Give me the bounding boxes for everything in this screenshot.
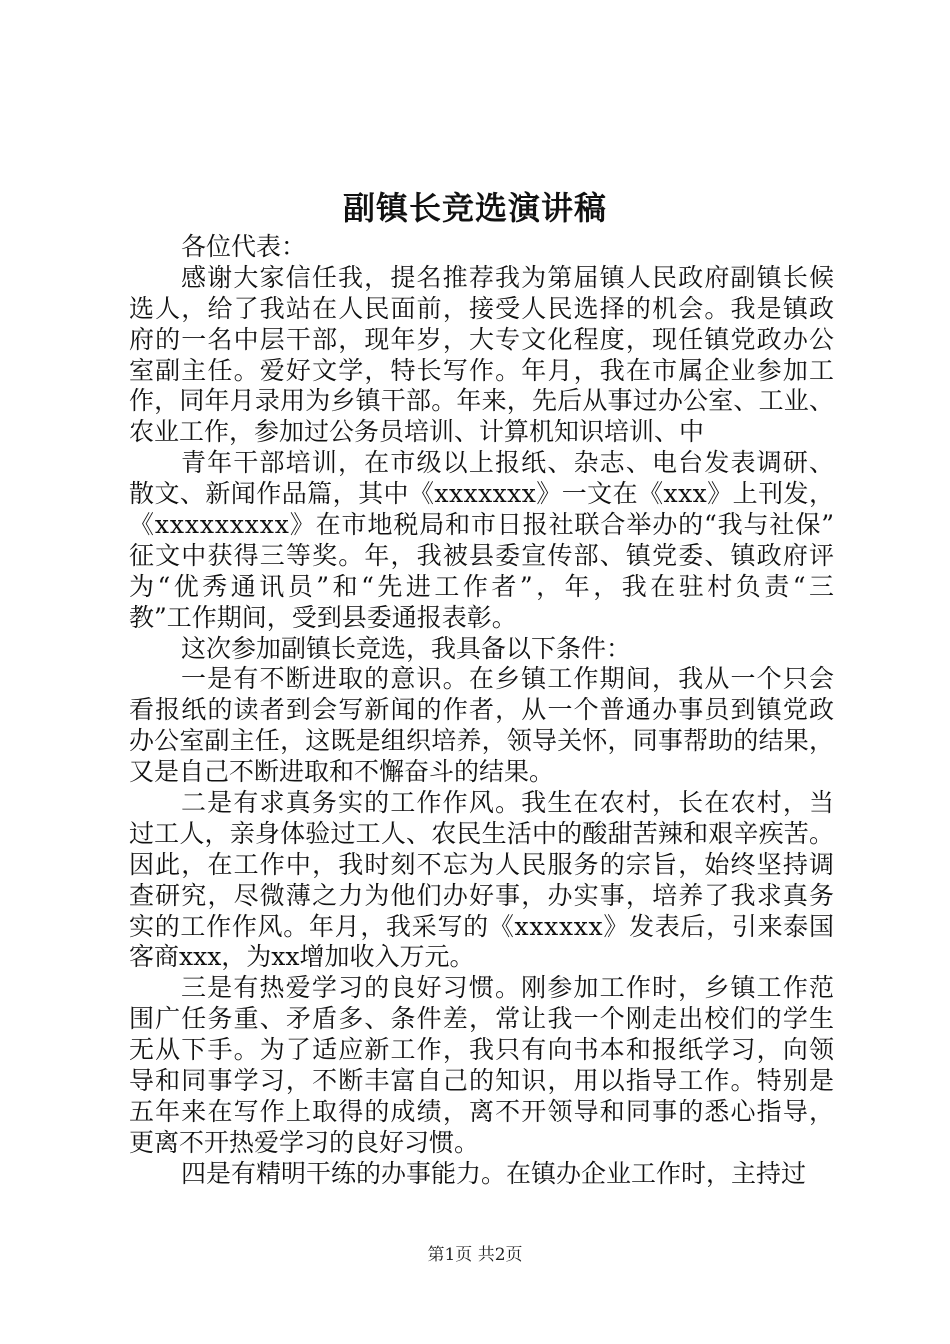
- text-line: 过工人，亲身体验过工人、农民生活中的酸甜苦辣和艰辛疾苦。: [129, 818, 835, 848]
- text-line: 更离不开热爱学习的良好习惯。: [129, 1127, 480, 1157]
- document-body: [129, 232, 838, 1190]
- text-line: 三是有热爱学习的良好习惯。刚参加工作时，乡镇工作范: [181, 973, 836, 1003]
- text-line: 客商xxx，为xx增加收入万元。: [129, 942, 475, 972]
- text-line: 实的工作作风。年月，我采写的《xxxxxx》发表后，引来泰国: [129, 911, 835, 941]
- text-line: 选人，给了我站在人民面前，接受人民选择的机会。我是镇政: [129, 293, 836, 323]
- text-line: 青年干部培训，在市级以上报纸、杂志、电台发表调研、: [181, 448, 836, 478]
- text-line: 征文中获得三等奖。年，我被县委宣传部、镇党委、镇政府评: [129, 540, 836, 570]
- text-line: 二是有求真务实的工作作风。我生在农村，长在农村，当: [181, 788, 836, 818]
- text-line: 《xxxxxxxxx》在市地税局和市日报社联合举办的“我与社保”: [129, 510, 835, 540]
- text-line: 看报纸的读者到会写新闻的作者，从一个普通办事员到镇党政: [129, 695, 836, 725]
- text-line: 一是有不断进取的意识。在乡镇工作期间，我从一个只会: [181, 664, 836, 694]
- text-line: 散文、新闻作品篇，其中《xxxxxxx》一文在《xxx》上刊发，: [129, 479, 835, 509]
- text-line: 因此，在工作中，我时刻不忘为人民服务的宗旨，始终坚持调: [129, 849, 836, 879]
- text-line: 这次参加副镇长竞选，我具备以下条件：: [181, 633, 632, 663]
- text-line: 导和同事学习，不断丰富自己的知识，用以指导工作。特别是: [129, 1066, 836, 1096]
- text-line: 又是自己不断进取和不懈奋斗的结果。: [129, 757, 555, 787]
- text-line: 查研究，尽微薄之力为他们办好事，办实事，培养了我求真务: [129, 880, 836, 910]
- text-line: 农业工作，参加过公务员培训、计算机知识培训、中: [129, 417, 705, 447]
- text-line: 四是有精明干练的办事能力。在镇办企业工作时，主持过: [181, 1158, 807, 1188]
- text-line: 室副主任。爱好文学，特长写作。年月，我在市属企业参加工: [129, 355, 836, 385]
- text-line: 无从下手。为了适应新工作，我只有向书本和报纸学习，向领: [129, 1035, 836, 1065]
- text-line: 教”工作期间，受到县委通报表彰。: [129, 602, 517, 632]
- page-footer: 第1页 共2页: [427, 1245, 523, 1265]
- text-line: 各位代表：: [181, 232, 307, 261]
- document-title: 副镇长竞选演讲稿: [342, 189, 607, 227]
- text-line: 感谢大家信任我，提名推荐我为第届镇人民政府副镇长候: [181, 262, 836, 292]
- text-line: 为“优秀通讯员”和“先进工作者”，年，我在驻村负责“三: [129, 571, 838, 601]
- text-line: 办公室副主任，这既是组织培养，领导关怀，同事帮助的结果，: [129, 726, 835, 756]
- text-line: 作，同年月录用为乡镇干部。年来，先后从事过办公室、工业、: [129, 386, 835, 416]
- text-line: 府的一名中层干部，现年岁，大专文化程度，现任镇党政办公: [129, 324, 836, 354]
- text-line: 围广任务重、矛盾多、条件差，常让我一个刚走出校们的学生: [129, 1004, 836, 1034]
- text-line: 五年来在写作上取得的成绩，离不开领导和同事的悉心指导，: [129, 1096, 836, 1126]
